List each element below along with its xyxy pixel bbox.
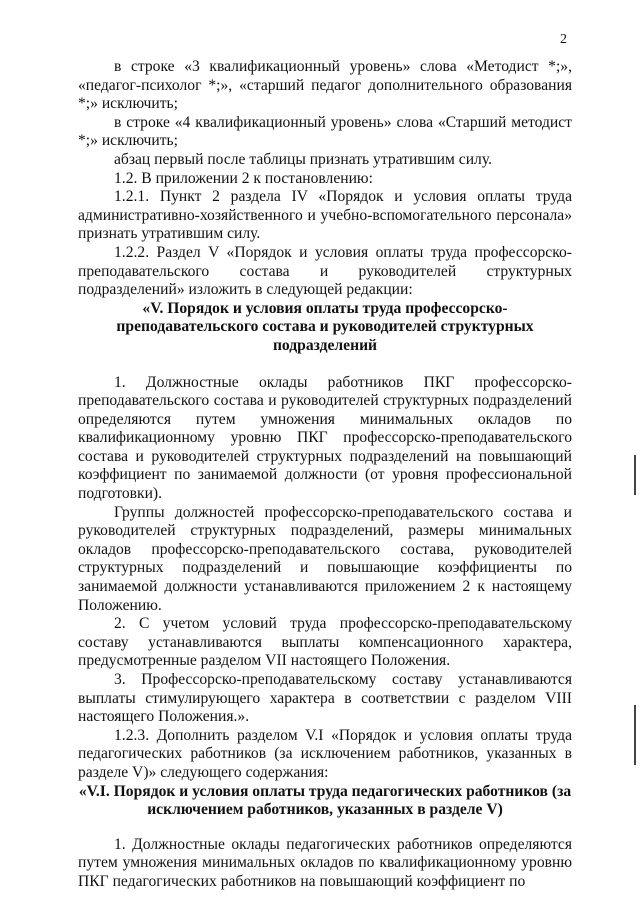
document-body [78, 58, 572, 892]
section-vi-heading: «V.I. Порядок и условия оплаты труда педагогических работников (за исключением работников, указанных в разделе V) [78, 782, 572, 819]
section-v-heading: «V. Порядок и условия оплаты труда профессорско-преподавательского состава и руководителей структурных подразделений [116, 299, 534, 354]
paragraph-1-2-2: 1.2.2. Раздел V «Порядок и условия оплаты труда профессорско-преподавательского состава и руководителей структурных подразделений» изложить в следующей редакции: [78, 243, 572, 299]
paragraph-appendix-2: 1.2. В приложении 2 к постановлению: [114, 169, 373, 187]
page-number: 2 [560, 32, 567, 47]
spacer [78, 356, 572, 374]
paragraph-amend-level-3: в строке «3 квалификационный уровень» слова «Методист *;», «педагог-психолог *;», «старший педагог дополнительного образования *;» исключить; [78, 58, 572, 113]
paragraph-1-2-3: 1.2.3. Дополнить разделом V.I «Порядок и условия оплаты труда педагогических работников (за исключением работников, указанных в разделе V)» следующего содержания: [78, 726, 572, 781]
section-v-paragraph-2: 2. С учетом условий труда профессорско-преподавательскому составу устанавливаются выплаты компенсационного характера, предусмотренные разделом VII настоящего Положения. [78, 615, 572, 670]
section-v-paragraph-3: 3. Профессорско-преподавательскому составу устанавливаются выплаты стимулирующего характера в соответствии с разделом VIII настоящего Положения.». [78, 671, 572, 726]
section-vi-paragraph-1: 1. Должностные оклады педагогических работников определяются путем умножения минимальных окладов по квалификационному уровню ПКГ педагогических работников на повышающий коэффициент по [78, 835, 572, 890]
scan-edge-mark [634, 455, 636, 495]
paragraph-first-after-table: абзац первый после таблицы признать утратившим силу. [114, 150, 492, 168]
scan-edge-mark [634, 705, 636, 765]
paragraph-1-2-1: 1.2.1. Пункт 2 раздела IV «Порядок и условия оплаты труда административно-хозяйственного и учебно-вспомогательного персонала» признать утратившим силу. [78, 188, 572, 243]
section-v-paragraph-1: 1. Должностные оклады работников ПКГ профессорско-преподавательского состава и руководителей структурных подразделений определяются путем умножения минимальных окладов по квалификационному уровню ПКГ профессорско-преподавательского состава и руководителей структурных подразделений на повышающий коэффициент по занимаемой должности (от уровня профессиональной подготовки). [78, 373, 572, 503]
paragraph-amend-level-4: в строке «4 квалификационный уровень» слова «Старший методист *;» исключить; [78, 113, 572, 150]
spacer [78, 820, 572, 836]
section-v-paragraph-groups: Группы должностей профессорско-преподавательского состава и руководителей структурных подразделений, размеры минимальных окладов профессорско-преподавательского состава, руководителей структурных подразделений и повышающие коэффициенты по занимаемой должности устанавливаются приложением 2 к настоящему Положению. [78, 503, 572, 614]
